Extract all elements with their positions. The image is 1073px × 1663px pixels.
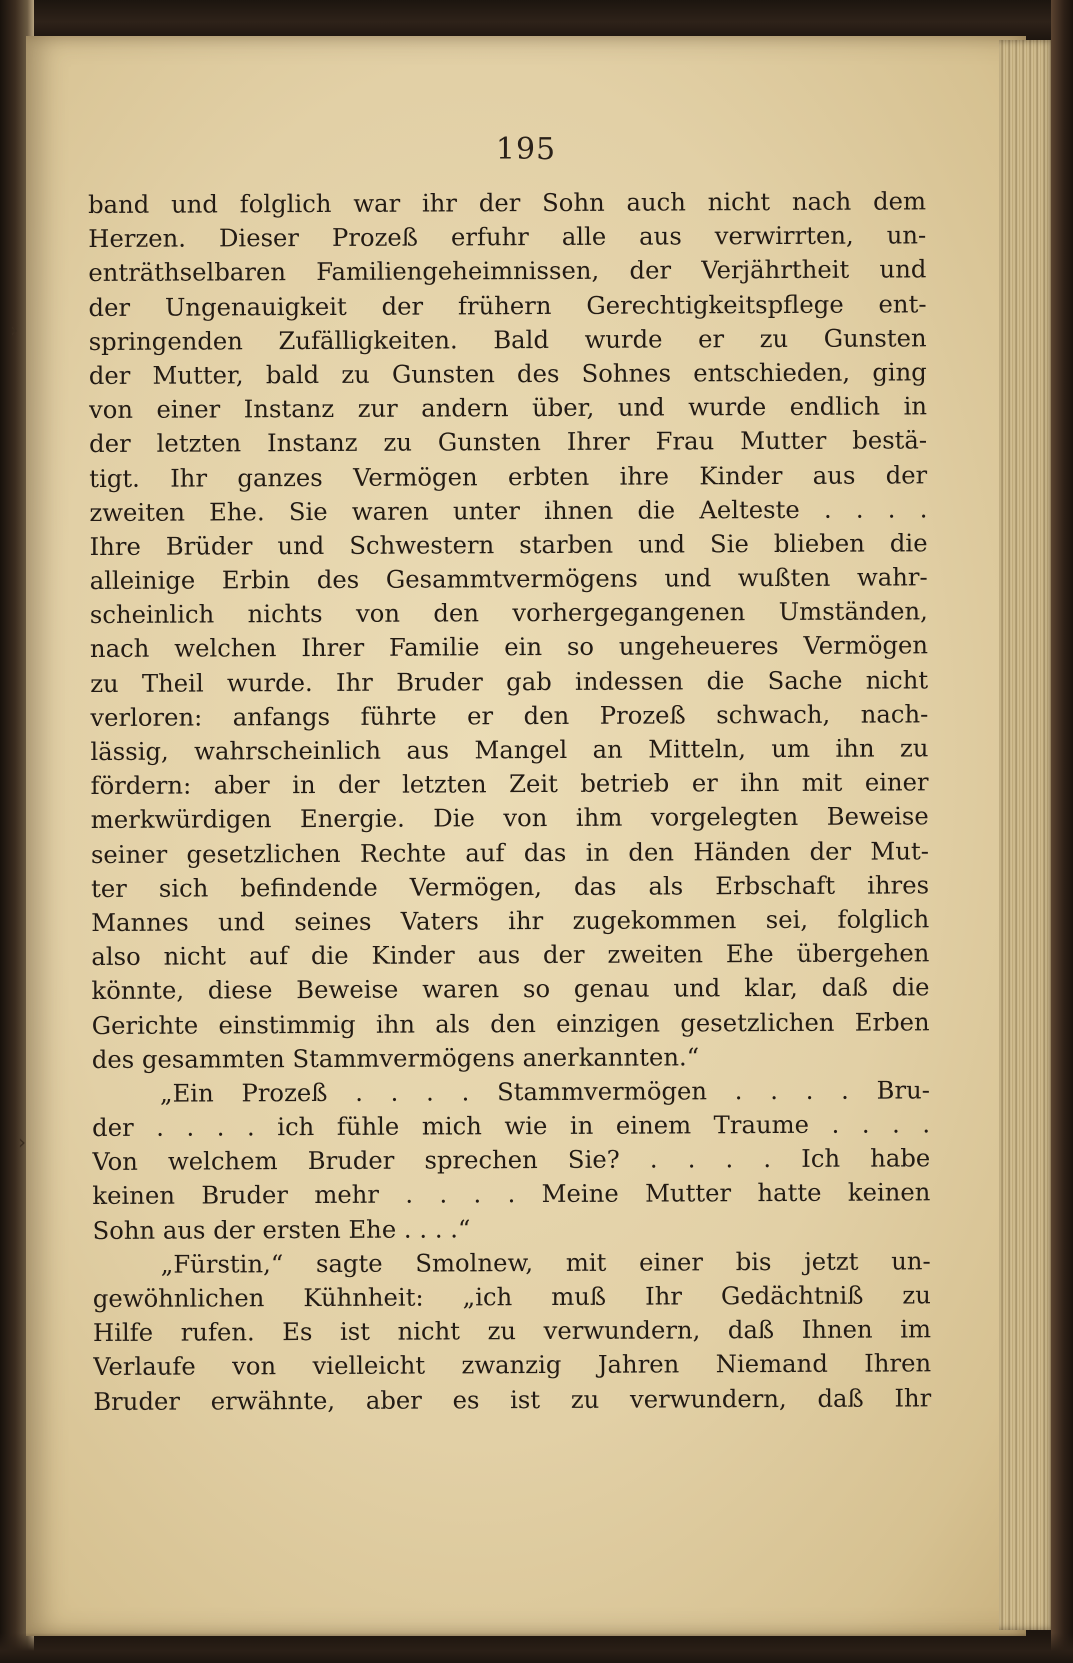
text-line: „Ein Prozeß . . . . Stammvermögen . . . . Bru- (159, 1075, 931, 1108)
text-line: nach welchen Ihrer Familie ein so ungeheueres Vermögen (89, 630, 929, 664)
text-line: „Fürstin,“ sagte Smolnew, mit einer bis jetzt un- (160, 1246, 931, 1279)
text-line: Hilfe rufen. Es ist nicht zu verwundern, daß Ihnen im (92, 1314, 932, 1348)
book-page (26, 36, 1026, 1636)
text-line: der letzten Instanz zu Gunsten Ihrer Frau Mutter bestä- (89, 425, 928, 459)
text-line: seiner gesetzlichen Rechte auf das in den Händen der Mut- (90, 835, 929, 869)
text-line: Verlaufe von vielleicht zwanzig Jahren Niemand Ihren (93, 1348, 932, 1382)
text-line: band und folglich war ihr der Sohn auch nicht nach dem (88, 186, 927, 219)
page-stack-edge (999, 40, 1055, 1630)
text-line: verloren: anfangs führte er den Prozeß schwach, nach- (90, 699, 929, 732)
text-line: enträthselbaren Familiengeheimnissen, der Verjährtheit und (88, 254, 927, 288)
text-line: Bruder erwähnte, aber es ist zu verwundern, daß Ihr (93, 1382, 932, 1416)
text-line: Herzen. Dieser Prozeß erfuhr alle aus verwirrten, un- (88, 220, 927, 254)
text-line: scheinlich nichts von den vorhergegangenen Umständen, (89, 596, 928, 630)
margin-arrow-icon: › (18, 1130, 26, 1154)
margin-arrow-icon: › (10, 318, 18, 342)
text-line: der Ungenauigkeit der frühern Gerechtigkeitspflege ent- (88, 288, 927, 322)
book-cover-edge (1051, 0, 1073, 1663)
text-line: lässig, wahrscheinlich aus Mangel an Mitteln, um ihn zu (90, 733, 929, 766)
text-line: merkwürdigen Energie. Die von ihm vorgelegten Beweise (90, 801, 929, 835)
text-line: alleinige Erbin des Gesammtvermögens und wußten wahr- (89, 562, 928, 596)
text-line: der . . . . ich fühle mich wie in einem Traume . . . . (92, 1109, 931, 1143)
page-number: 195 (495, 132, 557, 167)
text-line: also nicht auf die Kinder aus der zweiten Ehe übergehen (91, 938, 930, 972)
text-line: zu Theil wurde. Ihr Bruder gab indessen die Sache nicht (90, 664, 929, 698)
text-line: zweiten Ehe. Sie waren unter ihnen die Aelteste . . . . (89, 494, 928, 527)
text-line: der Mutter, bald zu Gunsten des Sohnes entschieden, ging (88, 357, 927, 390)
text-line: Gerichte einstimmig ihn als den einzigen gesetzlichen Erben (91, 1006, 930, 1040)
bottom-shadow (0, 1633, 1073, 1663)
top-shadow (0, 0, 1073, 40)
text-line: gewöhnlichen Kühnheit: „ich muß Ihr Gedächtniß zu (92, 1280, 931, 1313)
text-line: Sohn aus der ersten Ehe . . . .“ (92, 1213, 471, 1245)
text-line: Von welchem Bruder sprechen Sie? . . . . Ich habe (92, 1143, 931, 1177)
text-line: des gesammten Stammvermögens anerkannten.“ (91, 1042, 700, 1074)
text-line: könnte, diese Beweise waren so genau und klar, daß die (91, 972, 930, 1006)
text-line: von einer Instanz zur andern über, und wurde endlich in (88, 391, 928, 425)
text-line: keinen Bruder mehr . . . . Meine Mutter hatte keinen (92, 1177, 931, 1211)
text-line: tigt. Ihr ganzes Vermögen erbten ihre Kinder aus der (89, 459, 928, 493)
text-line: ter sich befindende Vermögen, das als Erbschaft ihres (90, 870, 930, 903)
body-text (88, 184, 931, 1418)
text-line: fördern: aber in der letzten Zeit betrieb er ihn mit einer (90, 767, 929, 801)
text-line: Mannes und seines Vaters ihr zugekommen sei, folglich (91, 904, 930, 937)
text-line: Ihre Brüder und Schwestern starben und Sie blieben die (89, 528, 928, 561)
text-line: springenden Zufälligkeiten. Bald wurde er zu Gunsten (88, 323, 927, 356)
